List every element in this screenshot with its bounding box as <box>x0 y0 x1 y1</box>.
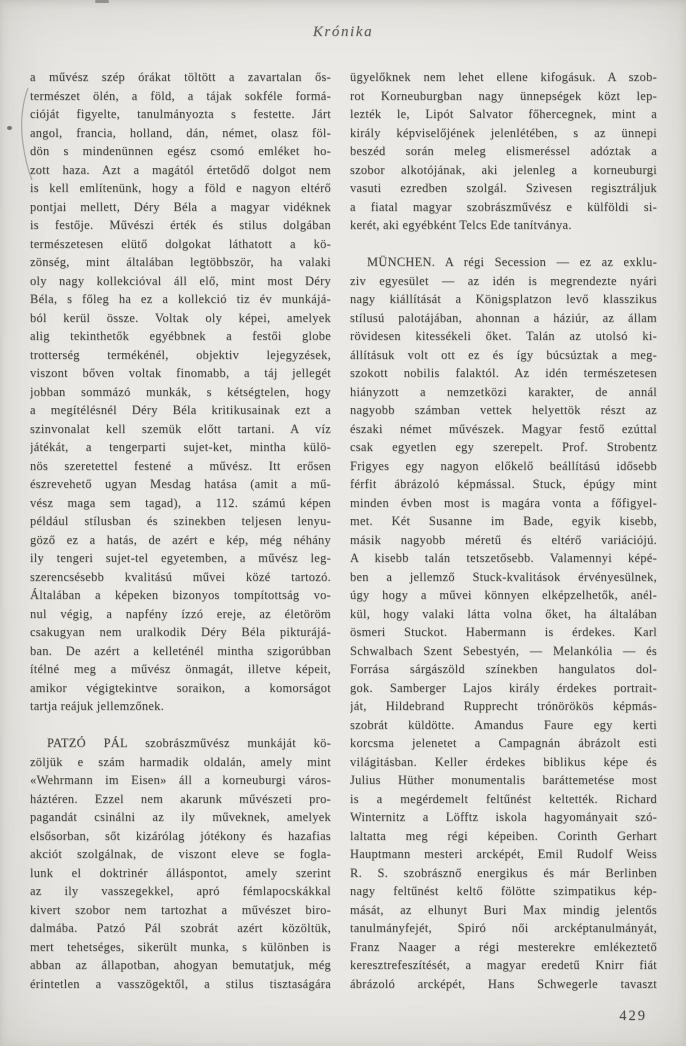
text-line: Julius Hüther monumentalis baráttemetése most <box>350 773 657 787</box>
text-line: nagy kiállítását a Königsplatzon levő klasszikus <box>350 292 657 306</box>
text-line: rot Korneuburgban nagy ünnepségek közt lep- <box>350 88 657 103</box>
text-line: szinvonalat kell szemük előtt tartani. A víz <box>30 421 331 436</box>
column-left <box>30 68 331 993</box>
text-line: met. Két Susanne im Bade, egyik kisebb, <box>350 514 657 528</box>
text-line: nagy feltűnést keltő fölötte szimpatikus kép- <box>350 884 657 898</box>
margin-pencil-dot <box>7 126 12 130</box>
text-line: nagyobb számban vettek helyettök részt az <box>350 403 657 417</box>
text-line: a művész szép órákat töltött a zavartalan ős- <box>30 70 331 84</box>
text-line: kivert szobor nem tartozhat a művészet biro- <box>30 902 331 917</box>
text-line: alig tekinthetők egyébbnek a festői globe <box>30 329 331 343</box>
text-line: férfit ábrázoló képmással. Stuck, épúgy mint <box>350 477 657 491</box>
text-line: mását, az elhunyt Buri Max mindig jelentős <box>350 902 657 917</box>
text-line: abban az állapotban, ahogyan bemutatjuk, még <box>30 958 331 972</box>
text-line: elsősorban, sőt kizárólag jótékony és hazafias <box>30 828 331 843</box>
text-line: is a megérdemelt feltűnést keltették. Richard <box>350 791 657 806</box>
text-line: ban. De azért a kelleténél mintha szigorúbban <box>30 643 331 658</box>
text-line: Frigyes egy nagyon előkelő beállítású idősebb <box>350 458 657 473</box>
text-line: beszéd során meleg elismeréssel adóztak a <box>350 144 657 158</box>
text-line: ben a jellemző Stuck-kvalitások érvényesülnek, <box>350 569 657 584</box>
text-line: lunk el doktrinér álláspontot, amely szerint <box>30 865 331 880</box>
text-line: játékát, a tengerparti sujet-ket, mintha külö- <box>30 440 331 454</box>
text-line: szerencsésebb kvalitású művei közé tartozó. <box>30 569 331 584</box>
text-line: szobrát küldötte. Amandus Faure egy kerti <box>350 717 657 732</box>
text-line: dalmába. Patzó Pál szobrát azért közöltük, <box>30 921 331 935</box>
text-line: Forrása sárgászöld színekben hangulatos dol- <box>350 662 657 676</box>
text-line: PATZÓ PÁL szobrászművész munkáját kö- <box>47 736 331 750</box>
text-line: hiányzott a nemzetközi karakter, de annál <box>350 384 657 399</box>
text-line: oly nagy kollekcióval áll elő, mint most Déry <box>30 273 331 288</box>
text-line: laltatta meg régi képeiben. Corinth Gerhart <box>350 828 657 843</box>
text-line: A kisebb talán tetszetősebb. Valamennyi képé- <box>350 551 657 565</box>
text-line: Schwalbach Szent Sebestyén, — Melankólia — és <box>350 643 657 658</box>
text-line: vasuti ezredben szolgál. Szivesen regisztráljuk <box>350 181 657 195</box>
text-line: érintetlen a vasszögektől, a stilus tisztaságára <box>30 976 331 991</box>
text-line: természet ölén, a föld, a tájak sokféle formá- <box>30 88 331 103</box>
text-line: északi német művészek. Magyar festő ezúttal <box>350 421 657 436</box>
paragraph <box>30 734 331 993</box>
text-line: világitásban. Keller érdekes biblikus képe és <box>350 754 657 769</box>
text-line: lezték le, Lipót Salvator főhercegnek, mint a <box>350 107 657 121</box>
text-line: pagandát csinálni az ily műveknek, amelyek <box>30 810 331 824</box>
text-line: szokott nobilis falaktól. Az idén természetesen <box>350 366 657 380</box>
text-line: stílusú palotájában, ahonnan a háziúr, az állam <box>350 310 657 325</box>
text-line: kül, hogy valaki látta volna őket, ha általában <box>350 606 657 621</box>
text-line: Winternitz a Löfftz iskola hagyományait szó- <box>350 810 657 824</box>
text-line: zöljük e szám harmadik oldalán, amely mint <box>30 754 331 769</box>
text-line: zott haza. Azt a magától értetődő dolgot nem <box>30 162 331 177</box>
text-line: például stílusban és szinekben teljesen lenyu- <box>30 514 331 528</box>
text-line: ját, Hildebrand Rupprecht trónörökös képmás- <box>350 699 657 713</box>
text-line: dön s mindenünnen egész csomó emléket ho- <box>30 144 331 158</box>
text-line: ily tengeri sujet-tel egyetemben, a művész leg- <box>30 551 331 565</box>
text-line: tartja reájuk jellemzőnek. <box>30 699 165 713</box>
text-line: korcsma jelenetet a Campagnán ábrázolt esti <box>350 736 657 750</box>
text-line: keresztrefeszítését, a magyar eredetű Knirr fiát <box>350 958 657 972</box>
text-line: rövidesen kitessékeli őket. Talán az utolsó ki- <box>350 329 657 343</box>
text-line: a megítélésnél Déry Béla kritikusainak ezt a <box>30 403 331 417</box>
text-line: minden évben most is magára vonta a főfigyel- <box>350 495 657 510</box>
text-line: Béla, s főleg ha ez a kollekció tiz év munkájá- <box>30 292 331 306</box>
text-line: angol, francia, holland, dán, német, olasz föl- <box>30 125 331 140</box>
text-line: pontjai mellett, Déry Béla a magyar vidéknek <box>30 199 331 214</box>
text-line: kerét, aki egyébként Telcs Ede tanítványa. <box>350 218 572 232</box>
column-right <box>350 68 657 993</box>
text-line: Hauptmann mesteri arcképét, Emil Rudolf Weiss <box>350 847 657 861</box>
text-line: észrevehető ugyan Mesdag hatása (amit a mű- <box>30 477 331 491</box>
text-line: nös szeretettel festené a művész. Itt erősen <box>30 458 331 473</box>
text-line: tanulmányfejét, Spiró női arcképtanulmányát, <box>350 921 657 935</box>
paragraph <box>30 68 331 716</box>
text-line: Általában a képeken bizonyos tompítottság vo- <box>30 588 331 602</box>
text-line: ábrázoló arcképét, Hans Schwegerle tavaszt <box>350 976 657 991</box>
text-line: háztéren. Ezzel nem akarunk művészeti pro- <box>30 791 331 806</box>
text-line: «Wehrmann im Eisen» áll a korneuburgi város- <box>30 773 331 787</box>
text-line: is festője. Művészi érték és stilus dolgában <box>30 218 331 232</box>
text-line: ösmeri Stuckot. Habermann is érdekes. Karl <box>350 625 657 639</box>
text-line: ügyelőknek nem lehet ellene kifogásuk. A szob- <box>350 70 657 84</box>
text-line: viszont bőven voltak finomabb, a táj jellegét <box>30 366 331 380</box>
text-line: is kell említenünk, hogy a föld e nagyon eltérő <box>30 181 331 195</box>
text-line: zönség, mint általában legtöbbször, ha valaki <box>30 255 331 269</box>
text-line: király képviselőjének jelenlétében, s az ünnepi <box>350 125 657 140</box>
text-line: állításuk volt ott ez és így búcsúztak a meg- <box>350 347 657 362</box>
text-line: amikor végigtekintve soraikon, a komorságot <box>30 680 331 695</box>
paragraph <box>350 253 657 993</box>
page-title: Krónika <box>312 24 374 40</box>
text-line: MÜNCHEN. A régi Secession — ez az exklu- <box>367 255 657 269</box>
text-line: jobban sommázó munkák, s kétségtelen, hogy <box>30 384 331 399</box>
scan-artifact-speck <box>95 0 109 3</box>
paragraph <box>350 68 657 235</box>
text-line: mert tehetséges, sikerült munka, s különben is <box>30 939 331 954</box>
text-line: csakugyan nem uralkodik Déry Béla pikturájá- <box>30 625 331 639</box>
text-line: Franz Naager a régi mesterekre emlékeztető <box>350 939 657 954</box>
text-line: ziv egyesület — az idén is megrendezte nyári <box>350 273 657 288</box>
text-line: ítélné meg a művész önmagát, illetve képeit, <box>30 662 331 676</box>
text-line: úgy hogy a művei könnyen elképzelhetők, anél- <box>350 588 657 602</box>
text-line: R. S. szobrásznő energikus és már Berlinben <box>350 865 657 880</box>
text-line: ból kerül össze. Voltak oly képei, amelyek <box>30 310 331 325</box>
text-line: cióját figyelte, tanulmányozta s festette. Járt <box>30 107 331 121</box>
text-line: csak egyetlen egy szerepelt. Prof. Strobentz <box>350 440 657 454</box>
text-line: nul végig, a napfény ízzó ereje, az életöröm <box>30 606 331 621</box>
text-line: vész maga sem tagad), a 112. számú képen <box>30 495 331 510</box>
page-number: 429 <box>619 1008 647 1024</box>
text-line: akciót szolgálnak, de viszont eleve se fogla- <box>30 847 331 861</box>
text-line: a fiatal magyar szobrászművész e külföldi si- <box>350 199 657 214</box>
text-line: természetesen elütő dolgokat láthatott a kö- <box>30 236 331 251</box>
text-line: szobor alkotójának, aki jelenleg a korneuburgi <box>350 162 657 177</box>
text-line: trotterség termékénél, objektiv lejegyzések, <box>30 347 331 362</box>
text-line: másik nagyobb méretű és eltérő variációjú. <box>350 532 657 547</box>
text-line: az ily vasszegekkel, apró fémlapocskákkal <box>30 884 331 898</box>
text-line: gok. Samberger Lajos király érdekes portrait- <box>350 680 657 695</box>
text-line: göző ez a hatás, de azért e kép, még néhány <box>30 532 331 547</box>
